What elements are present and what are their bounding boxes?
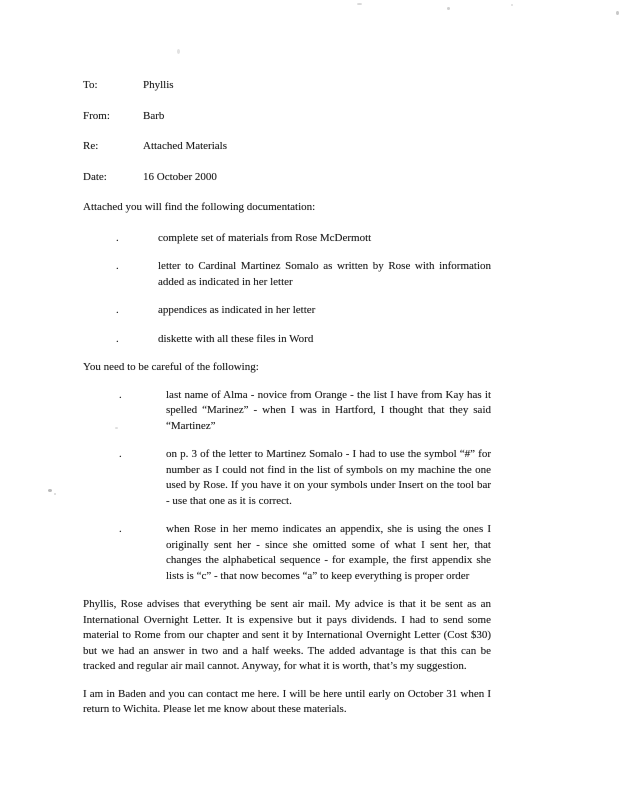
bullet-dot-icon: . [119, 388, 122, 401]
scan-speck [177, 49, 180, 54]
bullet-dot-icon: . [116, 332, 119, 345]
list-item [116, 303, 491, 319]
cautions-list [83, 388, 491, 585]
list-item [116, 259, 491, 290]
memo-header [83, 78, 491, 185]
list-item [116, 231, 491, 247]
field-value-date: 16 October 2000 [143, 170, 217, 183]
memo-field-from [83, 109, 491, 125]
closing-paragraph: I am in Baden and you can contact me here. I will be here until early on October 31 when I return to Wichita. Please let me know about these materials. [83, 687, 491, 715]
field-label-date: Date: [83, 170, 107, 183]
field-label-to: To: [83, 79, 98, 91]
field-value-re: Attached Materials [143, 140, 227, 152]
list-item [119, 447, 491, 509]
scan-speck [357, 3, 362, 5]
scan-speck [447, 7, 450, 10]
bullet-dot-icon: . [116, 304, 119, 316]
field-value-from: Barb [143, 109, 165, 122]
list-item [119, 522, 491, 584]
attachments-list [83, 231, 491, 348]
memo-field-date [83, 170, 491, 186]
bullet-dot-icon: . [119, 448, 122, 460]
list-item-text: on p. 3 of the letter to Martinez Somalo - I had to use the symbol “#” for number as I could not find in the list of symbols on my machine the one used by Rose. If you have it on your symbols under Insert on the tool bar - use that one as it is correct. [166, 448, 491, 507]
list-item [119, 388, 491, 435]
caution-intro-line: You need to be careful of the following: [83, 361, 259, 373]
scan-speck [511, 4, 513, 6]
intro-line: Attached you will find the following documentation: [83, 201, 316, 213]
field-label-re: Re: [83, 140, 99, 152]
bullet-dot-icon: . [116, 231, 119, 244]
field-label-from: From: [83, 109, 110, 122]
list-item-text: complete set of materials from Rose McDermott [158, 231, 372, 244]
list-item-text: last name of Alma - novice from Orange - the list I have from Kay has it spelled “Marinez” - when I was in Hartford, I thought that they said “Martinez” [166, 388, 491, 432]
scan-speck [54, 493, 56, 495]
memo-field-re [83, 139, 491, 155]
bullet-dot-icon: . [119, 523, 122, 535]
list-item [116, 332, 491, 348]
memo-content [83, 78, 491, 730]
list-item-text: appendices as indicated in her letter [158, 304, 316, 316]
bullet-dot-icon: . [116, 260, 119, 272]
memo-field-to [83, 78, 491, 94]
list-item-text: when Rose in her memo indicates an appendix, she is using the ones I originally sent her - since she omitted some of what I sent her, that changes the alphabetical sequence - for example, the first appendix she lists is “c” - that now becomes “a” to keep everything is proper order [166, 523, 491, 582]
field-value-to: Phyllis [143, 79, 174, 91]
list-item-text: letter to Cardinal Martinez Somalo as written by Rose with information added as indicated in her letter [158, 260, 491, 288]
scan-speck [48, 489, 52, 492]
closing-paragraph: Phyllis, Rose advises that everything be sent air mail. My advice is that it be sent as an International Overnight Letter. It is expensive but it pays dividends. I had to send some material to Rome from our chapter and sent it by International Overnight Letter (Cost $30) but we had an answer in two and a half weeks. The added advantage is that this can be tracked and regular air mail cannot. Anyway, for what it is worth, that’s my suggestion. [83, 598, 491, 672]
list-item-text: diskette with all these files in Word [158, 332, 314, 345]
scan-speck [616, 11, 619, 15]
